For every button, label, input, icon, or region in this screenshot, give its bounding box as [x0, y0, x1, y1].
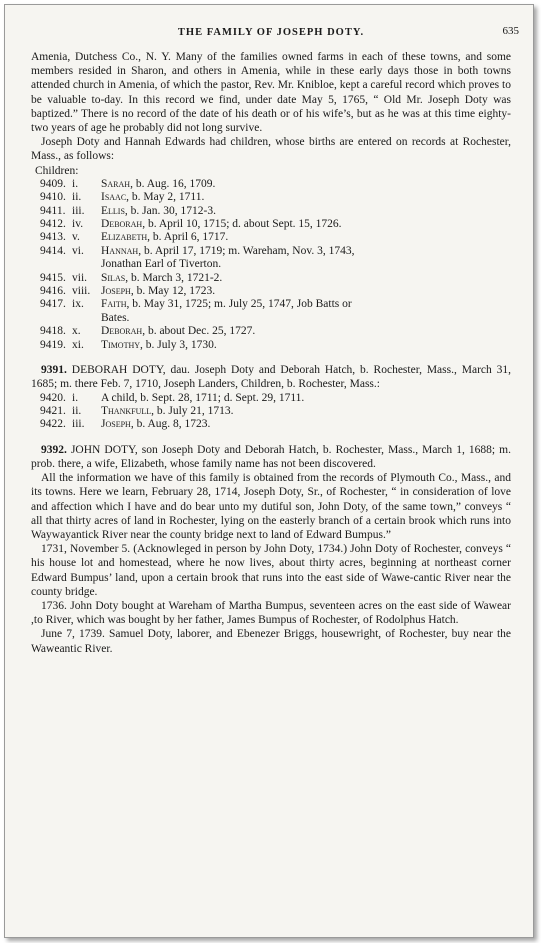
- child-name: Silas: [101, 271, 126, 284]
- entry-number: 9413.: [40, 231, 66, 244]
- child-name: Faith: [101, 298, 127, 311]
- entry-text: [101, 218, 511, 231]
- child-detail: , b. July 21, 1713.: [151, 404, 234, 417]
- list-item: [31, 285, 511, 298]
- entry-number: 9421.: [40, 404, 66, 417]
- entry-roman: ii.: [72, 191, 82, 204]
- child-name: Deborah: [101, 218, 143, 231]
- entry-number: 9419.: [40, 338, 66, 351]
- list-item: [31, 339, 511, 352]
- entry-roman: iii.: [72, 204, 85, 217]
- person-name: JOHN DOTY: [70, 443, 135, 456]
- entry-roman: viii.: [72, 285, 91, 298]
- entry-number: 9414.: [40, 244, 66, 257]
- list-item: [31, 325, 511, 338]
- entry-id: 9392.: [41, 443, 67, 456]
- list-item: [31, 392, 511, 405]
- child-name: Joseph: [101, 285, 131, 298]
- entry-text: [101, 191, 511, 204]
- paragraph-1731: 1731, November 5. (Acknowleged in person by John Doty, 1734.) John Doty of Rochester, conveys “ his house lot and homestead, where he now lives, about thirty acres, beginning at northeast corner Edward Bumpus’ land, upon a certain brook that runs into the east side of Wawe-cantic River near the county bridge.: [31, 543, 511, 598]
- list-item: [31, 231, 511, 244]
- child-name: Thankfull: [101, 404, 152, 417]
- child-detail: , b. March 3, 1721-2.: [125, 271, 223, 284]
- entry-number: 9420.: [40, 391, 66, 404]
- children-list-joseph: [31, 178, 511, 352]
- entry-detail: , dau. Joseph Doty and Deborah Hatch, b. Rochester, Mass., March 31, 1685; m. there Feb. 7, 1710, Joseph Landers, Children, b. Rochester, Mass.:: [31, 364, 512, 391]
- entry-number: 9418.: [40, 325, 66, 338]
- child-detail: , b. about Dec. 25, 1727.: [142, 325, 256, 338]
- paragraph-1739: June 7, 1739. Samuel Doty, laborer, and Ebenezer Briggs, housewright, of Rochester, buy near the Waweantic River.: [31, 628, 511, 655]
- paragraph-children-intro: Joseph Doty and Hannah Edwards had children, whose births are entered on records at Rochester, Mass., as follows:: [31, 136, 511, 163]
- entry-text: [101, 231, 511, 244]
- child-detail: , b. April 17, 1719; m. Wareham, Nov. 3, 1743,: [138, 244, 355, 257]
- entry-roman: xi.: [72, 338, 84, 351]
- entry-number: 9412.: [40, 218, 66, 231]
- entry-text: [101, 178, 511, 191]
- child-detail: A child, b. Sept. 28, 1711; d. Sept. 29, 1711.: [101, 391, 305, 404]
- child-detail: , b. April 6, 1717.: [147, 231, 229, 244]
- entry-text: [101, 205, 511, 218]
- page-header: [31, 25, 519, 41]
- child-detail: , b. Aug. 16, 1709.: [130, 177, 216, 190]
- entry-text: [101, 272, 511, 285]
- entry-text: [101, 325, 511, 338]
- entry-roman: v.: [72, 231, 80, 244]
- entry-number: 9417.: [40, 298, 66, 311]
- child-detail: , b. May 2, 1711.: [126, 191, 205, 204]
- child-detail: , b. July 3, 1730.: [140, 338, 217, 351]
- entry-text: [101, 245, 511, 258]
- entry-text: [101, 339, 511, 352]
- entry-text: [101, 418, 511, 431]
- child-name: Elizabeth: [101, 231, 148, 244]
- entry-continuation: Bates.: [101, 311, 130, 324]
- entry-roman: vii.: [72, 271, 88, 284]
- entry-text: [101, 285, 511, 298]
- entry-id: 9391.: [41, 364, 67, 377]
- entry-roman: vi.: [72, 244, 84, 257]
- paragraph-information: All the information we have of this family is obtained from the records of Plymouth Co., Mass., and its towns. Here we learn, February 28, 1714, Joseph Doty, Sr., of Rochester, “ in consideration of love and affection which I have and do bear unto my dutiful son, John Doty, of the same town,” conveys “ all that thirty acres of land in Rochester, lying on the easterly branch of a certain brook which runs into Waywayantick River near the county bridge next to land of Edward Bumpus.”: [31, 472, 511, 541]
- person-name: DEBORAH DOTY: [71, 364, 163, 377]
- entry-roman: iv.: [72, 218, 84, 231]
- entry-number: 9416.: [40, 285, 66, 298]
- list-item: [31, 245, 511, 258]
- child-name: Timothy: [101, 338, 141, 351]
- entry-number: 9409.: [40, 177, 66, 190]
- child-name: Isaac: [101, 191, 127, 204]
- entry-roman: i.: [72, 177, 79, 190]
- child-detail: , b. April 10, 1715; d. about Sept. 15, 1726.: [142, 218, 342, 231]
- entry-deborah-doty: [31, 363, 511, 391]
- list-item: [31, 272, 511, 285]
- entry-john-doty: [31, 443, 511, 471]
- list-item: [31, 178, 511, 191]
- running-head: THE FAMILY OF JOSEPH DOTY.: [177, 27, 365, 38]
- child-name: Deborah: [101, 325, 143, 338]
- child-detail: , b. Aug. 8, 1723.: [130, 418, 211, 431]
- child-name: Joseph: [101, 418, 131, 431]
- child-detail: , b. Jan. 30, 1712-3.: [124, 204, 216, 217]
- page-number: 635: [502, 25, 519, 37]
- list-item: [31, 218, 511, 231]
- entry-roman: i.: [72, 391, 79, 404]
- entry-roman: x.: [72, 325, 81, 338]
- list-item: [31, 191, 511, 204]
- book-page: [31, 25, 519, 656]
- entry-number: 9411.: [40, 204, 66, 217]
- entry-number: 9415.: [40, 271, 66, 284]
- entry-roman: iii.: [72, 418, 85, 431]
- child-detail: , b. May 31, 1725; m. July 25, 1747, Job Batts or: [126, 298, 352, 311]
- entry-number: 9422.: [40, 418, 66, 431]
- list-item: [31, 405, 511, 418]
- entry-detail: , son Joseph Doty and Deborah Hatch, b. Rochester, Mass., March 1, 1688; m. prob. there, a wife, Elizabeth, whose family name has not been discovered.: [31, 443, 511, 470]
- child-name: Ellis: [101, 204, 125, 217]
- entry-text: [101, 405, 511, 418]
- child-detail: , b. May 12, 1723.: [130, 285, 216, 298]
- child-name: Sarah: [101, 177, 131, 190]
- list-item: [31, 418, 511, 431]
- entry-continuation: Jonathan Earl of Tiverton.: [101, 258, 222, 271]
- paragraph-amenia: Amenia, Dutchess Co., N. Y. Many of the families owned farms in each of these towns, and some members resided in Sharon, and others in Amenia, while in these early days those in both towns attended church in Amenia, of which the pastor, Rev. Mr. Knibloe, kept a careful record which proves to be valuable to-day. In this record we find, under date May 5, 1765, “ Old Mr. Joseph Doty was baptized.” There is no record of the date of his death or of his wife’s, but as he was at this time eighty-two years of age he probably did not long survive.: [31, 51, 511, 135]
- paragraph-1736: 1736. John Doty bought at Wareham of Martha Bumpus, seventeen acres on the east side of Wawear ,to River, which was bought by her father, James Bumpus of Rochester, of Rodolphus Hatch.: [31, 599, 511, 627]
- entry-roman: ii.: [72, 404, 82, 417]
- child-name: Hannah: [101, 244, 139, 257]
- list-item: [31, 298, 511, 311]
- children-list-deborah: [31, 392, 511, 432]
- entry-text: [101, 392, 511, 405]
- entry-text: [101, 298, 511, 311]
- page-frame: [4, 4, 534, 938]
- entry-number: 9410.: [40, 191, 66, 204]
- list-item: [31, 205, 511, 218]
- children-label: Children:: [35, 164, 79, 177]
- entry-roman: ix.: [72, 298, 84, 311]
